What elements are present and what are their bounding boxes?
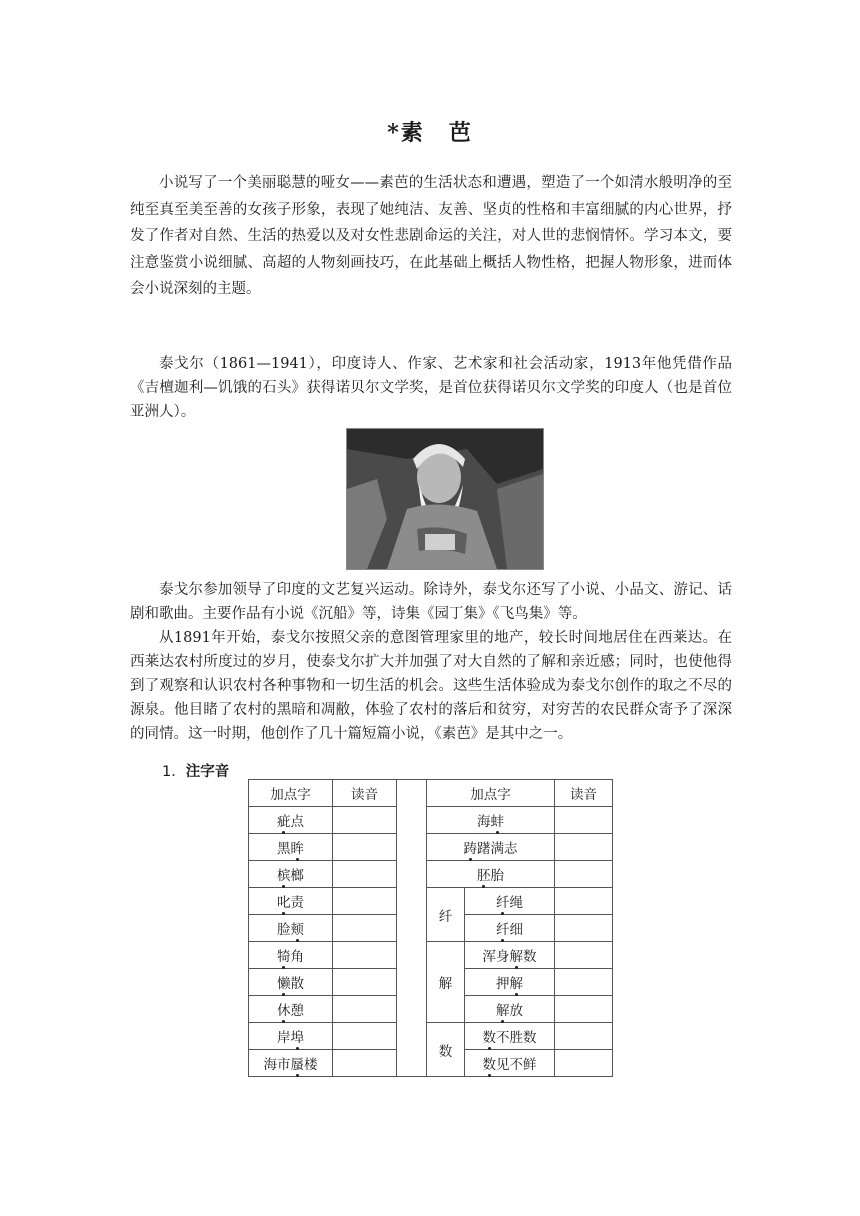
word-cell: 解放 <box>465 996 555 1023</box>
answer-cell[interactable] <box>333 942 397 969</box>
word-cell: 槟榔 <box>249 861 333 888</box>
word-cell: 数不胜数 <box>465 1023 555 1050</box>
answer-cell[interactable] <box>555 861 613 888</box>
word-cell: 犄角 <box>249 942 333 969</box>
word-cell: 押解 <box>465 969 555 996</box>
answer-cell[interactable] <box>555 969 613 996</box>
answer-cell[interactable] <box>333 807 397 834</box>
word-cell: 海蚌 <box>427 807 555 834</box>
pronunciation-table <box>248 779 613 1077</box>
word-cell: 岸埠 <box>249 1023 333 1050</box>
word-cell: 叱责 <box>249 888 333 915</box>
answer-cell[interactable] <box>555 1050 613 1077</box>
author-bio-paragraph: 泰戈尔（1861—1941），印度诗人、作家、艺术家和社会活动家，1913年他凭借作品《吉檀迦利—饥饿的石头》获得诺贝尔文学奖，是首位获得诺贝尔文学奖的印度人（也是首位亚洲人）。 <box>130 356 732 420</box>
page-title: *素 芭 <box>387 120 473 146</box>
answer-cell[interactable] <box>333 915 397 942</box>
answer-cell[interactable] <box>333 888 397 915</box>
section-title: 注字音 <box>185 764 230 780</box>
section-heading <box>162 760 229 781</box>
answer-cell[interactable] <box>555 942 613 969</box>
group-char: 解 <box>427 942 465 1023</box>
section-number: 1． <box>162 764 186 780</box>
answer-cell[interactable] <box>333 1023 397 1050</box>
answer-cell[interactable] <box>555 807 613 834</box>
author-photo <box>346 428 544 570</box>
answer-cell[interactable] <box>555 888 613 915</box>
intro-paragraph: 小说写了一个美丽聪慧的哑女——素芭的生活状态和遭遇，塑造了一个如清水般明净的至纯至真至美至善的女孩子形象，表现了她纯洁、友善、坚贞的性格和丰富细腻的内心世界，抒发了作者对自然、生活的热爱以及对女性悲剧命运的关注，对人世的悲悯情怀。学习本文，要注意鉴赏小说细腻、高超的人物刻画技巧，在此基础上概括人物性格，把握人物形象，进而体会小说深刻的主题。 <box>130 175 732 297</box>
word-cell: 疵点 <box>249 807 333 834</box>
header-reading-left: 读音 <box>333 780 397 807</box>
header-char-left: 加点字 <box>249 780 333 807</box>
word-cell: 纤绳 <box>465 888 555 915</box>
header-char-right: 加点字 <box>427 780 555 807</box>
word-cell: 数见不鲜 <box>465 1050 555 1077</box>
word-cell: 海市蜃楼 <box>249 1050 333 1077</box>
answer-cell[interactable] <box>555 996 613 1023</box>
movement-paragraph: 泰戈尔参加领导了印度的文艺复兴运动。除诗外，泰戈尔还写了小说、小品文、游记、话剧和歌曲。主要作品有小说《沉船》等，诗集《园丁集》《飞鸟集》等。 <box>130 582 732 622</box>
word-cell: 浑身解数 <box>465 942 555 969</box>
word-cell: 懒散 <box>249 969 333 996</box>
answer-cell[interactable] <box>555 834 613 861</box>
answer-cell[interactable] <box>333 861 397 888</box>
word-cell: 纤细 <box>465 915 555 942</box>
answer-cell[interactable] <box>333 1050 397 1077</box>
word-cell: 脸颊 <box>249 915 333 942</box>
header-reading-right: 读音 <box>555 780 613 807</box>
word-cell: 休憩 <box>249 996 333 1023</box>
answer-cell[interactable] <box>555 915 613 942</box>
group-char: 纤 <box>427 888 465 942</box>
answer-cell[interactable] <box>333 969 397 996</box>
table-gap <box>397 780 427 1077</box>
word-cell: 黑眸 <box>249 834 333 861</box>
word-cell: 踌躇满志 <box>427 834 555 861</box>
answer-cell[interactable] <box>333 996 397 1023</box>
answer-cell[interactable] <box>555 1023 613 1050</box>
life-paragraph: 从1891年开始，泰戈尔按照父亲的意图管理家里的地产，较长时间地居住在西莱达。在西莱达农村所度过的岁月，使泰戈尔扩大并加强了对大自然的了解和亲近感；同时，也使他得到了观察和认识农村各种事物和一切生活的机会。这些生活体验成为泰戈尔创作的取之不尽的源泉。他目睹了农村的黑暗和凋敝，体验了农村的落后和贫穷，对穷苦的农民群众寄予了深深的同情。这一时期，他创作了几十篇短篇小说，《素芭》是其中之一。 <box>130 630 732 742</box>
answer-cell[interactable] <box>333 834 397 861</box>
word-cell: 胚胎 <box>427 861 555 888</box>
group-char: 数 <box>427 1023 465 1077</box>
